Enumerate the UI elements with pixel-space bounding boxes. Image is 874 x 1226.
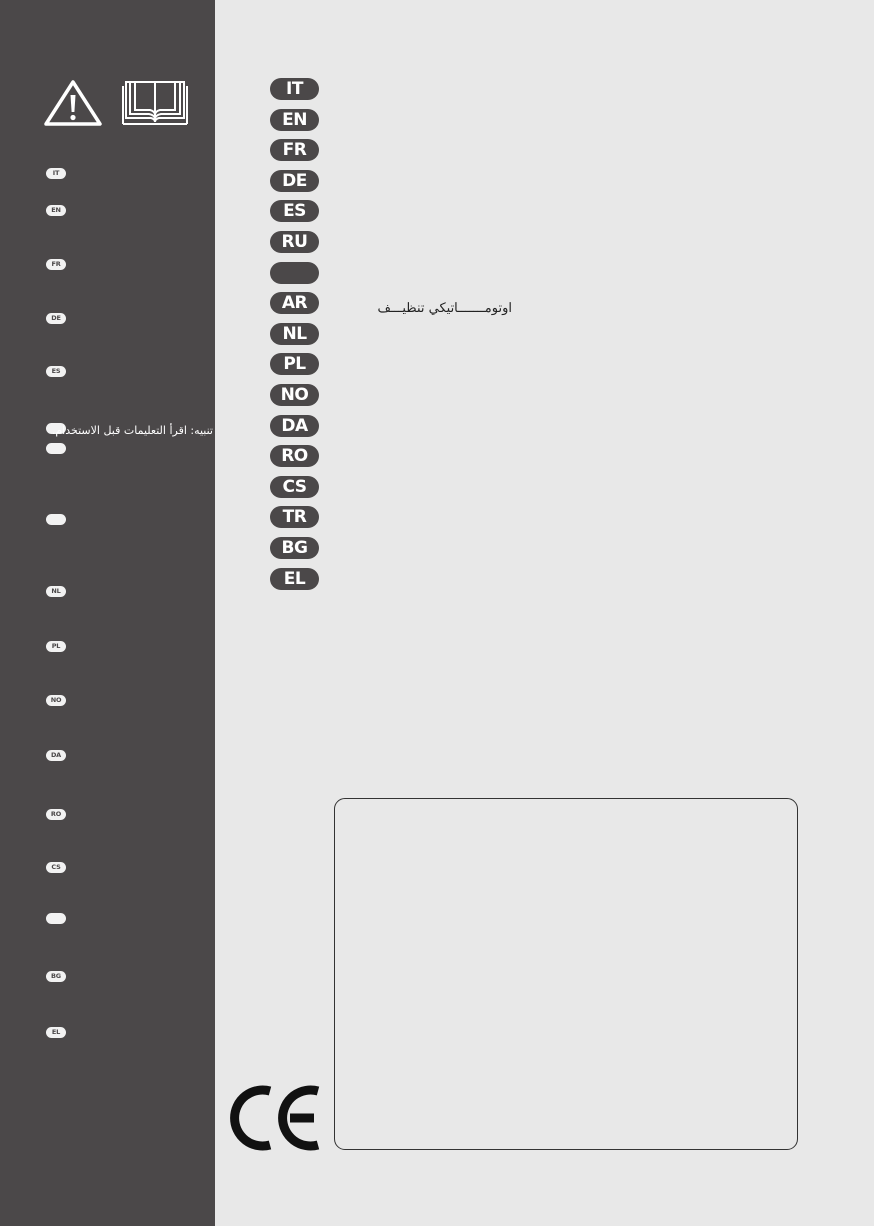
sidebar-badge-el: EL: [46, 1027, 66, 1038]
language-badge-no: NO: [270, 384, 319, 406]
sidebar-badge-blank-3: [46, 514, 66, 525]
language-badge-tr: TR: [270, 506, 319, 528]
sidebar-badge-en: EN: [46, 205, 66, 216]
sidebar-badge-ro: RO: [46, 809, 66, 820]
info-box-frame: [334, 798, 798, 1150]
sidebar-badge-nl: NL: [46, 586, 66, 597]
sidebar-arabic-warning: تنبيه: اقرأ التعليمات قبل الاستخدام.: [51, 424, 213, 437]
warning-triangle-icon: [42, 78, 104, 128]
language-badge-blank: [270, 262, 319, 284]
sidebar-badge-da: DA: [46, 750, 66, 761]
open-book-manual-icon: [121, 78, 189, 128]
language-badge-bg: BG: [270, 537, 319, 559]
language-badge-es: ES: [270, 200, 319, 222]
sidebar-badge-bg: BG: [46, 971, 66, 982]
left-sidebar: [0, 0, 215, 1226]
sidebar-badge-es: ES: [46, 366, 66, 377]
language-badge-el: EL: [270, 568, 319, 590]
language-badge-de: DE: [270, 170, 319, 192]
language-badge-en: EN: [270, 109, 319, 131]
language-badge-ro: RO: [270, 445, 319, 467]
sidebar-badge-it: IT: [46, 168, 66, 179]
arabic-product-title: اوتومـــــــاتيكي تنظيـــف: [377, 301, 512, 316]
sidebar-badge-blank-4: [46, 913, 66, 924]
sidebar-badge-fr: FR: [46, 259, 66, 270]
language-badge-ru: RU: [270, 231, 319, 253]
sidebar-badge-cs: CS: [46, 862, 66, 873]
language-badge-ar: AR: [270, 292, 319, 314]
language-badge-pl: PL: [270, 353, 319, 375]
language-badge-fr: FR: [270, 139, 319, 161]
language-badge-da: DA: [270, 415, 319, 437]
ce-mark-icon: [228, 1083, 324, 1153]
sidebar-badge-de: DE: [46, 313, 66, 324]
language-badge-nl: NL: [270, 323, 319, 345]
language-badge-cs: CS: [270, 476, 319, 498]
sidebar-badge-blank-2: [46, 443, 66, 454]
sidebar-badge-pl: PL: [46, 641, 66, 652]
sidebar-badge-no: NO: [46, 695, 66, 706]
language-badge-it: IT: [270, 78, 319, 100]
